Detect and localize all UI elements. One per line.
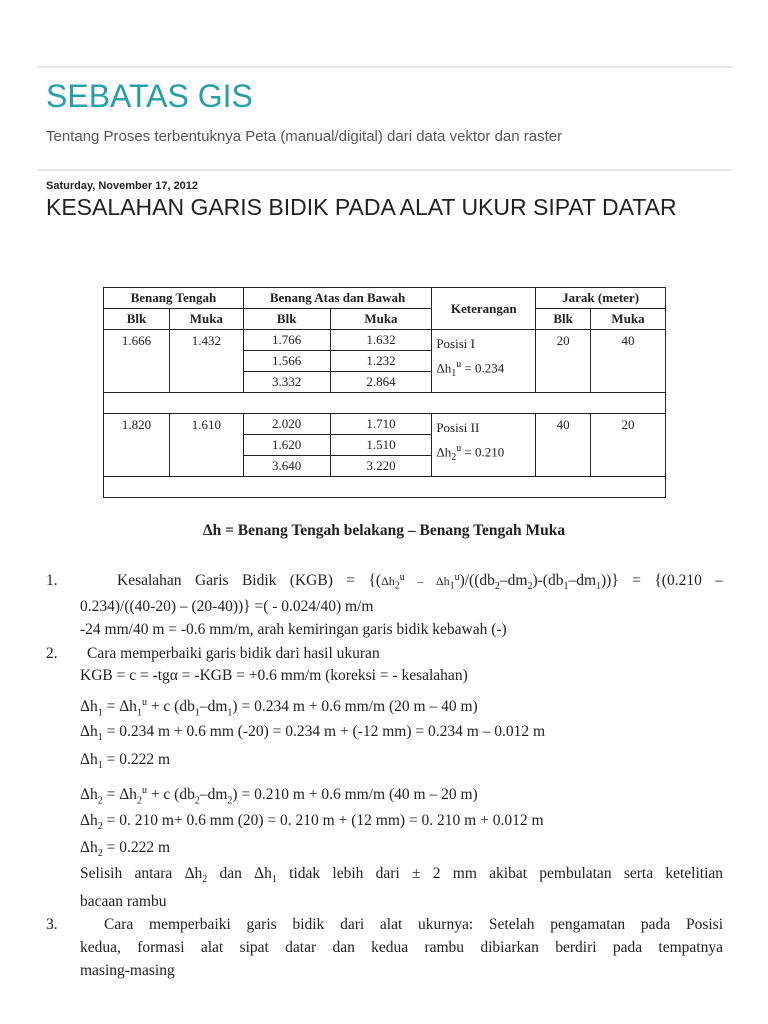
table-cell: 2.864: [330, 372, 432, 393]
keterangan-value: = 0.234: [464, 360, 505, 376]
koreksi-line: KGB = c = -tgα = -KGB = +0.6 mm/m (koreksi = - kesalahan): [80, 667, 468, 684]
delta-h2-eq1: $\Delta h_2 = \Delta h_2^u + c$ $(db_2-dm_2) = 0.210$ m + 0.6 mm/m (40 m – 20 m): [80, 785, 478, 807]
item3-line2: kedua, formasi alat sipat datar dan kedua rambu dibiarkan berdiri pada tempatnya: [80, 939, 723, 956]
subheader-muka: Muka: [330, 309, 432, 330]
item3-line3: masing-masing: [80, 962, 175, 979]
subheader-blk: Blk: [243, 309, 330, 330]
table-cell: 1.610: [169, 414, 243, 477]
list-number: 3.: [46, 916, 58, 933]
table-cell: 1.710: [330, 414, 432, 435]
delta-h-formula: Δh = Benang Tengah belakang – Benang Tengah Muka: [202, 522, 566, 539]
table-cell: 20: [536, 330, 591, 393]
list-number: 1.: [46, 572, 58, 589]
keterangan-cell: [432, 414, 536, 477]
table-cell: 1.766: [243, 330, 330, 351]
delta-h2-eq2: $\Delta h_2 = 0$. 210 m+ 0.6 mm (20) = 0. 210 m + (12 mm) = 0. 210 m + 0.012 m: [80, 812, 544, 833]
table-cell: 1.820: [104, 414, 170, 477]
subheader-blk: Blk: [104, 309, 170, 330]
selisih-line: Selisih antara $\Delta h_2$ dan $\Delta h_1$ tidak lebih dari ± 2 mm akibat pembulatan serta ketelitian: [80, 865, 724, 886]
kgb-formula-line: Kesalahan Garis Bidik $(KGB) = \{(\Delta h_2^u - \Delta h_1^u)/((db_2-dm_2)-(db_1-dm_1))\} = \{(0.210$ –: [117, 572, 724, 593]
table-cell: 1.632: [330, 330, 432, 351]
post-date: Saturday, November 17, 2012: [46, 180, 199, 192]
table-cell: 1.432: [169, 330, 243, 393]
header-benang-atas-bawah: Benang Atas dan Bawah: [243, 288, 432, 309]
description-divider: [37, 169, 733, 171]
item3-line1: Cara memperbaiki garis bidik dari alat ukurnya: Setelah pengamatan pada Posisi: [104, 916, 723, 933]
table-cell: 40: [591, 330, 666, 393]
table-row: [104, 414, 666, 435]
table-cell: 1.510: [330, 435, 432, 456]
selisih-cont: bacaan rambu: [80, 893, 167, 910]
keterangan-posisi: Posisi I: [436, 336, 475, 351]
table-cell: 20: [591, 414, 666, 477]
header-benang-tengah: Benang Tengah: [104, 288, 244, 309]
table-cell: 2.020: [243, 414, 330, 435]
delta-h1-eq1: $\Delta h_1 = \Delta h_1^u + c$ $(db_1-dm_1) = 0.234$ m + 0.6 mm/m (20 m – 40 m): [80, 697, 478, 719]
item2-heading: Cara memperbaiki garis bidik dari hasil ukuran: [87, 645, 380, 662]
header-keterangan: Keterangan: [432, 288, 536, 330]
list-number: 2.: [46, 645, 58, 662]
blog-title[interactable]: SEBATAS GIS: [46, 78, 253, 114]
keterangan-cell: [432, 330, 536, 393]
table-cell: 1.566: [243, 351, 330, 372]
keterangan-posisi: Posisi II: [436, 420, 480, 435]
keterangan-delta: $\Delta h_2^u = 0.210$: [436, 443, 505, 463]
table-row: [104, 330, 666, 351]
table-cell: 40: [536, 414, 591, 477]
table-cell: 1.666: [104, 330, 170, 393]
keterangan-value: = 0.210: [464, 444, 505, 460]
subheader-muka: Muka: [169, 309, 243, 330]
delta-h1-eq3: $\Delta h_1 = 0.222$ m: [80, 751, 171, 772]
table-cell: 3.640: [243, 456, 330, 477]
table-cell: [104, 477, 666, 498]
kgb-result: -24 mm/40 m = -0.6 mm/m, arah kemiringan garis bidik kebawah (-): [80, 621, 507, 638]
blog-description: Tentang Proses terbentuknya Peta (manual/digital) dari data vektor dan raster: [46, 128, 563, 145]
subheader-blk: Blk: [536, 309, 591, 330]
keterangan-delta: $\Delta h_1^u = 0.234$: [436, 359, 505, 379]
kgb-formula-cont: 0.234)/((40-20) – (20-40))} =( - 0.024/40) m/m: [80, 598, 374, 615]
table-subheader-row: [104, 309, 666, 330]
table-cell: 3.220: [330, 456, 432, 477]
table-cell: 1.232: [330, 351, 432, 372]
delta-h2-eq3: $\Delta h_2 = 0.222$ m: [80, 839, 171, 860]
table-spacer-row: [104, 393, 666, 414]
header-divider: [37, 66, 733, 68]
header-jarak: Jarak (meter): [536, 288, 666, 309]
table-cell: 1.620: [243, 435, 330, 456]
table-cell: 3.332: [243, 372, 330, 393]
measurement-table: [103, 287, 666, 498]
subheader-muka: Muka: [591, 309, 666, 330]
table-spacer-row: [104, 477, 666, 498]
post-title[interactable]: KESALAHAN GARIS BIDIK PADA ALAT UKUR SIPAT DATAR: [46, 194, 677, 220]
delta-h1-eq2: $\Delta h_1 = 0.234$ m + 0.6 mm (-20) = 0.234 m + (-12 mm) = 0.234 m – 0.012 m: [80, 723, 546, 744]
table-cell: [104, 393, 666, 414]
table-header-row: [104, 288, 666, 309]
